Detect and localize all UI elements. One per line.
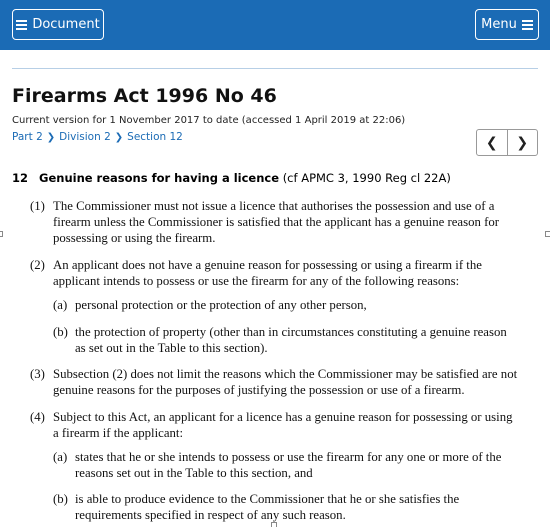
menu-button-label: Menu xyxy=(481,17,517,32)
subsection-label: (3) xyxy=(30,367,45,381)
previous-section-button[interactable] xyxy=(477,130,507,155)
paragraph-text-line: is able to produce evidence to the Commissioner that he or she satisfies the xyxy=(75,492,460,506)
section-note: (cf APMC 3, 1990 Reg cl 22A) xyxy=(282,171,451,185)
chevron-left-icon: ❮ xyxy=(485,134,498,151)
subsection-text-line: The Commissioner must not issue a licence that authorises the possession and use of a xyxy=(53,199,495,213)
paragraph-label: (a) xyxy=(53,450,68,464)
hamburger-icon xyxy=(522,20,533,29)
section-pager xyxy=(476,129,538,156)
chevron-right-icon: ❯ xyxy=(516,134,529,151)
subsection-text-line: possessing or using the firearm. xyxy=(53,231,216,245)
chevron-right-icon: ❯ xyxy=(114,131,124,143)
document-button-label: Document xyxy=(32,17,100,32)
page-title: Firearms Act 1996 No 46 xyxy=(12,85,277,107)
paragraph-text-line: states that he or she intends to possess or use the firearm for any one or more of the xyxy=(75,450,502,464)
paragraph-text-line: personal protection or the protection of any other person, xyxy=(75,298,367,312)
subsection-text-line: a firearm if the applicant: xyxy=(53,426,184,440)
chevron-right-icon: ❯ xyxy=(46,131,56,143)
resize-handle[interactable] xyxy=(0,231,3,237)
paragraph-text-line: requirements specified in respect of any such reason. xyxy=(75,508,346,522)
subsection-text-line: firearm unless the Commissioner is satisfied that the applicant has a genuine reason for xyxy=(53,215,499,229)
hamburger-icon xyxy=(16,20,27,29)
breadcrumb-division-link[interactable]: Division 2 xyxy=(59,131,111,143)
main-menu-button[interactable] xyxy=(475,9,539,40)
resize-handle[interactable] xyxy=(271,522,277,527)
paragraph-label: (b) xyxy=(53,492,68,506)
subsection-text-line: applicant intends to possess or use the firearm for any of the following reasons: xyxy=(53,274,460,288)
breadcrumb xyxy=(12,131,183,143)
subsection-label: (2) xyxy=(30,258,45,272)
subsection-label: (1) xyxy=(30,199,45,213)
header-divider xyxy=(12,68,538,69)
subsection-text-line: Subsection (2) does not limit the reasons which the Commissioner may be satisfied are not xyxy=(53,367,518,381)
top-navigation-bar xyxy=(0,0,550,50)
subsection-text-line: Subject to this Act, an applicant for a licence has a genuine reason for possessing or using xyxy=(53,410,513,424)
document-menu-button[interactable] xyxy=(12,9,104,40)
next-section-button[interactable] xyxy=(507,130,538,155)
paragraph-label: (b) xyxy=(53,325,68,339)
paragraph-label: (a) xyxy=(53,298,68,312)
subsection-text-line: An applicant does not have a genuine reason for possessing or using a firearm if the xyxy=(53,258,482,272)
version-info: Current version for 1 November 2017 to date (accessed 1 April 2019 at 22:06) xyxy=(12,115,406,126)
subsection-label: (4) xyxy=(30,410,45,424)
resize-handle[interactable] xyxy=(545,231,550,237)
paragraph-text-line: as set out in the Table to this section). xyxy=(75,341,268,355)
paragraph-text-line: the protection of property (other than in circumstances constituting a genuine reason xyxy=(75,325,507,339)
breadcrumb-part-link[interactable]: Part 2 xyxy=(12,131,43,143)
section-title: Genuine reasons for having a licence xyxy=(39,171,280,185)
subsection-text-line: genuine reasons for the purposes of justifying the possession or use of a firearm. xyxy=(53,383,465,397)
breadcrumb-section-link[interactable]: Section 12 xyxy=(127,131,183,143)
section-heading xyxy=(12,171,451,185)
section-number: 12 xyxy=(12,171,29,185)
paragraph-text-line: reasons set out in the Table to this section, and xyxy=(75,466,313,480)
